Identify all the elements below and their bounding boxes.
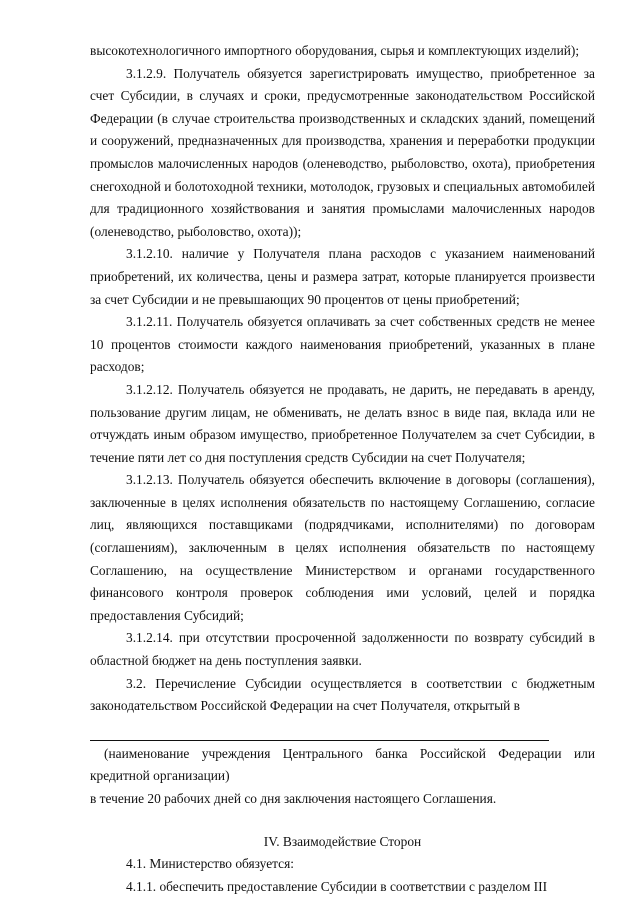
clause-3-1-2-11: 3.1.2.11. Получатель обязуется оплачивать за счет собственных средств не менее 10 процентов стоимости каждого наименования приобретений, указанных в плане расходов; (90, 314, 595, 375)
clause-4-1-1: 4.1.1. обеспечить предоставление Субсидии в соответствии с разделом III (126, 878, 548, 894)
clause-4-1: 4.1. Министерство обязуется: (126, 856, 294, 872)
bank-name-blank-line (90, 720, 549, 741)
clause-3-1-2-13: 3.1.2.13. Получатель обязуется обеспечить включение в договоры (соглашения), заключенные в целях исполнения обязательств по настоящему Соглашению, согласие лиц, являющихся поставщиками (подрядчиками, исполнителями) по договорам (соглашениям), заключенным в целях исполнения обязательств по настоящему Соглашению, на осуществление Министерством и органами государственного финансового контроля проверок соблюдения ими условий, целей и порядка предоставления Субсидий; (90, 472, 595, 623)
clause-3-2: 3.2. Перечисление Субсидии осуществляется в соответствии с бюджетным законодательством Российской Федерации на счет Получателя, открытый в (90, 675, 595, 714)
bank-name-note (90, 743, 595, 788)
clause-3-1-2-9: 3.1.2.9. Получатель обязуется зарегистрировать имущество, приобретенное за счет Субсидии, в случаях и сроки, предусмотренные законодательством Российской Федерации (в случае строительства производственных и складских зданий, помещений и сооружений, предназначенных для производства, хранения и переработки продукции промыслов малочисленных народов (оленеводство, рыболовство, охота), приобретения снегоходной и болотоходной техники, мотолодок, грузовых и специальных автомобилей для традиционного хозяйствования и занятия промыслами малочисленных народов (оленеводство, рыболовство, охота)); (90, 65, 595, 239)
paragraph-continuation: высокотехнологичного импортного оборудования, сырья и комплектующих изделий); (90, 43, 580, 58)
clause-3-1-2-10: 3.1.2.10. наличие у Получателя плана расходов с указанием наименований приобретений, их количества, цены и размера затрат, которые планируется произвести за счет Субсидии и не превышающих 90 процентов от цены приобретений; (90, 246, 595, 307)
clause-3-1-2-14: 3.1.2.14. при отсутствии просроченной задолженности по возврату субсидий в областной бюджет на день поступления заявки. (90, 630, 595, 669)
clause-3-1-2-12: 3.1.2.12. Получатель обязуется не продавать, не дарить, не передавать в аренду, пользование другим лицам, не обменивать, не делать взнос в виде пая, вклада или не отчуждать иным образом имущество, приобретенное Получателем за счет Субсидии, в течение пяти лет со дня поступления средств Субсидии на счет Получателя; (90, 381, 595, 465)
transfer-term: в течение 20 рабочих дней со дня заключения настоящего Соглашения. (90, 791, 497, 806)
bank-name-note-text: (наименование учреждения Центрального банка Российской Федерации или кредитной организации) (90, 745, 595, 784)
section-title: IV. Взаимодействие Сторон (263, 833, 422, 849)
